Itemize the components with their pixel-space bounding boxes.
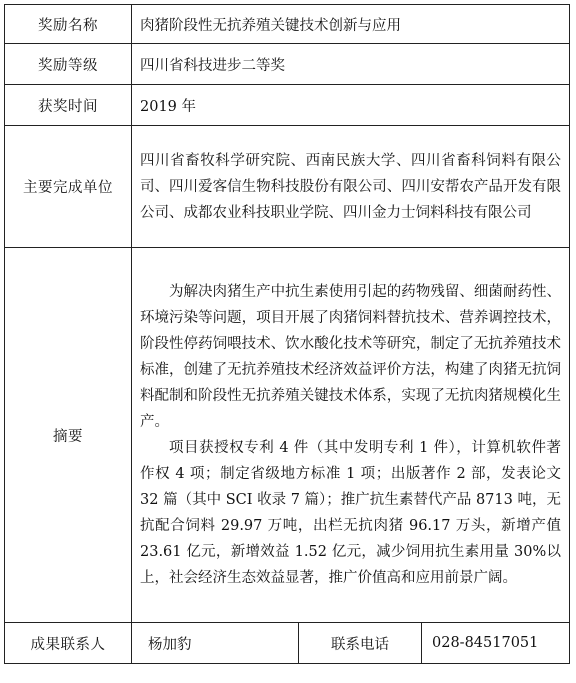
award-level-label: 奖励等级: [5, 44, 132, 85]
abstract-value: [132, 248, 570, 623]
row-award-time: [5, 85, 570, 126]
award-name-label: 奖励名称: [5, 5, 132, 44]
abstract-paragraph-2: 项目获授权专利 4 件（其中发明专利 1 件），计算机软件著作权 4 项；制定省级地方标准 1 项；出版著作 2 部，发表论文 32 篇（其中 SCI 收录 7 篇）；推广抗生素替代产品 8713 吨，无抗配合饲料 29.97 万吨，出栏无抗肉猪 96.17 万头，新增产值 23.61 亿元，新增效益 1.52 亿元，减少饲用抗生素用量 30%以上，社会经济生态效益显著，推广价值高和应用前景广阔。: [140, 440, 561, 586]
phone-label: 联系电话: [298, 623, 421, 663]
contact-grid: [140, 623, 561, 663]
row-abstract: [5, 248, 570, 623]
award-info-table: [4, 4, 570, 664]
abstract-paragraph-1: 为解决肉猪生产中抗生素使用引起的药物残留、细菌耐药性、环境污染等问题，项目开展了肉猪饲料替抗技术、营养调控技术，阶段性停药饲喂技术、饮水酸化技术等研究，制定了无抗养殖技术标准，创建了无抗养殖技术经济效益评价方法，构建了肉猪无抗饲料配制和阶段性无抗养殖关键技术体系，实现了无抗肉猪规模化生产。: [140, 284, 561, 430]
award-name-value: 肉猪阶段性无抗养殖关键技术创新与应用: [132, 5, 570, 44]
units-value: 四川省畜牧科学研究院、西南民族大学、四川省畜科饲料有限公司、四川爱客信生物科技股份有限公司、四川安帮农产品开发有限公司、成都农业科技职业学院、四川金力士饲料科技有限公司: [132, 126, 570, 248]
units-label: 主要完成单位: [5, 126, 132, 248]
award-level-value: 四川省科技进步二等奖: [132, 44, 570, 85]
contact-label: 成果联系人: [5, 623, 132, 664]
abstract-label: 摘要: [5, 248, 132, 623]
award-time-value: 2019 年: [132, 85, 570, 126]
row-units: [5, 126, 570, 248]
row-award-level: [5, 44, 570, 85]
contact-cell: [132, 623, 570, 664]
row-contact: [5, 623, 570, 664]
award-time-label: 获奖时间: [5, 85, 132, 126]
contact-name: 杨加豹: [148, 636, 192, 653]
phone-value: 028-84517051: [421, 623, 561, 663]
row-award-name: [5, 5, 570, 44]
